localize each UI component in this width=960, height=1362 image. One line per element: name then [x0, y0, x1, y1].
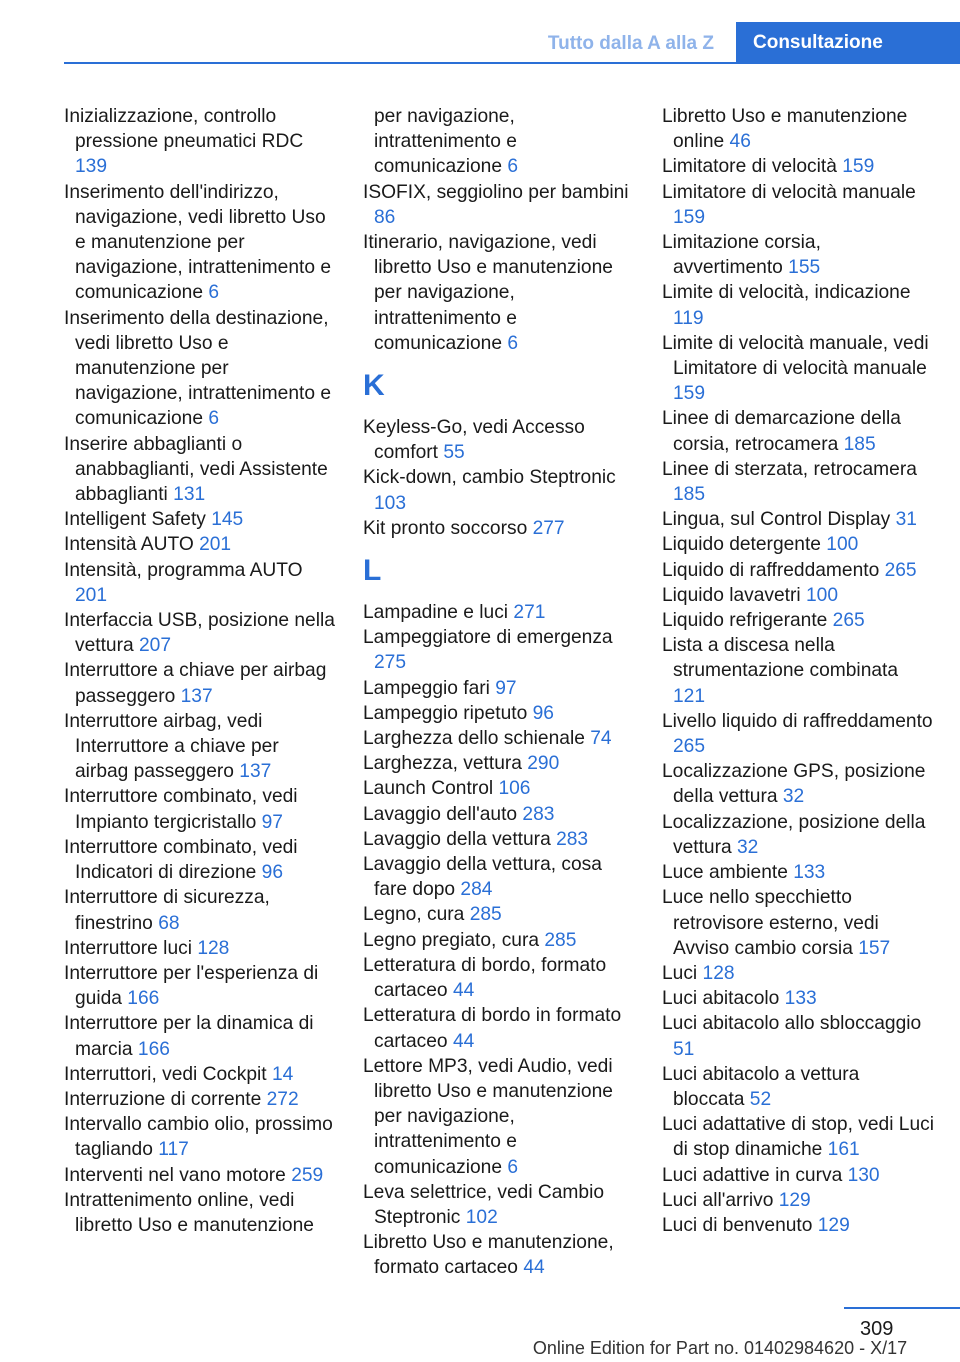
index-page-link[interactable]: 32 [782, 786, 805, 808]
index-page-link[interactable]: 100 [806, 584, 839, 606]
index-entry-text: Lampeggio fari [363, 677, 496, 699]
index-page-link[interactable]: 103 [374, 492, 407, 514]
index-page-link[interactable]: 51 [673, 1038, 695, 1060]
index-entry [363, 104, 635, 180]
index-page-link[interactable]: 6 [507, 1156, 518, 1178]
index-page-link[interactable]: 44 [523, 1257, 545, 1279]
index-page-link[interactable]: 157 [858, 937, 891, 959]
index-page-link[interactable]: 6 [208, 282, 219, 304]
index-entry-text: Luce ambiente [662, 862, 794, 884]
index-page-link[interactable]: 166 [127, 988, 160, 1010]
index-entry [662, 860, 934, 885]
page-number: 309 [860, 1318, 894, 1340]
index-entry-text: Lista a discesa nella strumentazione combinata [662, 635, 899, 682]
index-entry [363, 600, 635, 625]
index-page-link[interactable]: 145 [211, 509, 244, 531]
index-page-link[interactable]: 129 [778, 1189, 811, 1211]
index-entry-text: Interruttore per la dinamica di marcia [64, 1013, 314, 1060]
index-page-link[interactable]: 130 [847, 1164, 880, 1186]
index-entry [363, 230, 635, 356]
index-entry [662, 583, 934, 608]
index-entry [64, 180, 336, 306]
index-entry-text: Lavaggio della vettura [363, 828, 557, 850]
index-page-link[interactable]: 128 [702, 962, 735, 984]
index-entry-text: Intelligent Safety [64, 509, 212, 531]
index-entry [64, 1062, 336, 1087]
index-entry [64, 936, 336, 961]
index-entry-text: Larghezza dello schienale [363, 728, 591, 750]
index-entry [64, 1188, 336, 1238]
index-page-link[interactable]: 129 [817, 1214, 850, 1236]
index-entry [662, 1213, 934, 1238]
index-entry-text: Interruttore luci [64, 937, 198, 959]
index-entry [64, 104, 336, 180]
index-page-link[interactable]: 106 [498, 778, 531, 800]
index-entry-text: Interruttore airbag, vedi Interruttore a chiave per airbag passeggero [64, 710, 279, 783]
index-page-link[interactable]: 290 [527, 753, 560, 775]
index-entry-text: Legno pregiato, cura [363, 929, 545, 951]
index-entry [662, 1188, 934, 1213]
index-entry [363, 953, 635, 1003]
index-page-link[interactable]: 102 [465, 1206, 498, 1228]
index-entry-text: Interruttore a chiave per airbag passeggero [64, 660, 327, 707]
index-page-link[interactable]: 128 [197, 937, 230, 959]
index-entry [662, 406, 934, 456]
index-page-link[interactable]: 284 [460, 879, 493, 901]
index-entry [363, 928, 635, 953]
index-column-1 [64, 104, 336, 1238]
index-entry-text: Lettore MP3, vedi Audio, vedi libretto Uso e manutenzione per navigazione, intrattenimento e comunicazione [363, 1055, 613, 1178]
index-entry [662, 154, 934, 179]
index-entry-text: Lavaggio dell'auto [363, 803, 523, 825]
index-entry-text: Interruttore di sicurezza, finestrino [64, 887, 270, 934]
index-entry [662, 280, 934, 330]
index-page-link[interactable]: 133 [793, 862, 826, 884]
index-page-link[interactable]: 97 [495, 677, 517, 699]
index-page-link[interactable]: 159 [842, 156, 875, 178]
footer-edition-text: Online Edition for Part no. 01402984620 - X/17 [532, 1338, 908, 1358]
index-entry-text: Luci abitacolo [662, 988, 785, 1010]
index-entry-text: Luci all'arrivo [662, 1189, 779, 1211]
index-page-link[interactable]: 46 [729, 131, 751, 153]
index-page-link[interactable]: 139 [75, 156, 108, 178]
header-rule [64, 62, 960, 64]
index-page-link[interactable]: 6 [507, 332, 518, 354]
index-entry [64, 961, 336, 1011]
index-entry-text: Localizzazione, posizione della vettura [662, 811, 926, 858]
index-entry [363, 827, 635, 852]
index-entry-text: Linee di demarcazione della corsia, retrocamera [662, 408, 901, 455]
index-page-link[interactable]: 119 [673, 307, 704, 329]
index-entry-text: Interventi nel vano motore [64, 1164, 292, 1186]
index-entry-text: Interruzione di corrente [64, 1088, 267, 1110]
index-entry-text: Luci abitacolo a vettura bloccata [662, 1063, 860, 1110]
index-entry-text: Itinerario, navigazione, vedi libretto Uso e manutenzione per navigazione, intrattenimento e comunicazione [363, 232, 613, 354]
index-entry-text: Letteratura di bordo in formato cartaceo [363, 1005, 622, 1052]
index-entry [662, 1011, 934, 1061]
index-entry [363, 1054, 635, 1180]
index-entry-text: Interruttore per l'esperienza di guida [64, 962, 319, 1010]
index-page-link[interactable]: 155 [788, 257, 821, 279]
index-entry [363, 751, 635, 776]
index-entry [662, 532, 934, 557]
index-entry [64, 558, 336, 608]
index-entry [64, 835, 336, 885]
index-page-link[interactable]: 285 [544, 929, 577, 951]
index-entry-text: Legno, cura [363, 904, 470, 926]
index-page-link[interactable]: 277 [532, 517, 565, 539]
index-page-link[interactable]: 137 [180, 685, 213, 707]
index-entry-text: Limitazione corsia, avvertimento [662, 232, 821, 279]
index-page-link[interactable]: 201 [199, 534, 232, 556]
index-page-link[interactable]: 68 [158, 912, 180, 934]
index-entry-text: Luce nello specchietto retrovisore esterno, vedi Avviso cambio corsia [662, 887, 879, 959]
index-entry [363, 1003, 635, 1053]
index-entry [363, 676, 635, 701]
index-page-link[interactable]: 97 [261, 811, 283, 833]
index-entry [363, 415, 635, 465]
header-chapter-tab: Consultazione [736, 22, 960, 64]
index-page-link[interactable]: 272 [266, 1088, 299, 1110]
index-page-link[interactable]: 55 [443, 442, 465, 464]
index-page-link[interactable]: 32 [737, 836, 759, 858]
index-entry [363, 465, 635, 515]
index-page-link[interactable]: 265 [884, 559, 917, 581]
index-entry-text: Launch Control [363, 778, 499, 800]
index-entry [662, 457, 934, 507]
index-page-link[interactable]: 74 [590, 728, 612, 750]
index-page-link[interactable]: 285 [469, 904, 502, 926]
index-letter-heading: L [363, 554, 382, 588]
index-page-link[interactable]: 31 [895, 509, 917, 531]
index-entry [662, 709, 934, 759]
index-entry-text: Inserimento dell'indirizzo, navigazione, vedi libretto Uso e manutenzione per navigazione, intrattenimento e comunicazione [64, 181, 331, 304]
index-page-link[interactable]: 52 [749, 1088, 772, 1110]
index-entry-text: Liquido refrigerante [662, 610, 833, 632]
index-entry-text: per navigazione, intrattenimento e comunicazione [374, 106, 517, 178]
index-entry [662, 180, 934, 230]
index-page-link[interactable]: 207 [139, 635, 172, 657]
index-entry-text: Limite di velocità, indicazione [662, 282, 911, 304]
index-entry-text: Inserimento della destinazione, vedi libretto Uso e manutenzione per navigazione, intrattenimento e comunicazione [64, 307, 331, 430]
index-entry-text: Limitatore di velocità [662, 156, 843, 178]
index-entry-text: Libretto Uso e manutenzione, formato cartaceo [363, 1232, 614, 1279]
index-entry-text: Liquido di raffreddamento [662, 559, 885, 581]
index-entry-text: Lavaggio della vettura, cosa fare dopo [363, 854, 602, 901]
index-entry [64, 432, 336, 508]
index-entry [64, 306, 336, 432]
index-entry [363, 902, 635, 927]
index-page-link[interactable]: 201 [75, 584, 108, 606]
index-page-link[interactable]: 265 [673, 736, 706, 758]
index-entry [662, 986, 934, 1011]
index-entry-text: Letteratura di bordo, formato cartaceo [363, 954, 607, 1002]
index-entry [662, 885, 934, 961]
index-entry [662, 759, 934, 809]
index-entry [662, 558, 934, 583]
index-entry-text: Linee di sterzata, retrocamera [662, 458, 917, 480]
index-entry-text: Intrattenimento online, vedi libretto Uso e manutenzione [64, 1189, 314, 1236]
index-entry [64, 1163, 336, 1188]
index-page-link[interactable]: 131 [173, 484, 206, 506]
index-entry [64, 1087, 336, 1112]
index-entry [662, 1062, 934, 1112]
index-entry-text: Interruttore combinato, vedi Indicatori di direzione [64, 836, 298, 884]
index-entry [662, 633, 934, 709]
index-entry [363, 1230, 635, 1280]
index-entry-text: Kick-down, cambio Steptronic [363, 467, 616, 489]
index-entry-text: ISOFIX, seggiolino per bambini [363, 181, 629, 203]
index-page-link[interactable]: 137 [239, 761, 272, 783]
index-entry [363, 516, 635, 541]
index-column-2 [363, 104, 635, 1281]
index-page-link[interactable]: 275 [374, 652, 407, 674]
index-page-link[interactable]: 6 [507, 156, 518, 178]
index-page-link[interactable]: 121 [673, 685, 706, 707]
index-entry-text: Inserire abbaglianti o anabbaglianti, vedi Assistente abbaglianti [64, 433, 328, 506]
index-entry [363, 701, 635, 726]
index-letter-heading: K [363, 369, 385, 403]
index-entry-text: Interruttore combinato, vedi Impianto tergicristallo [64, 786, 298, 833]
index-entry [363, 802, 635, 827]
index-entry [64, 507, 336, 532]
index-page-link[interactable]: 259 [291, 1164, 324, 1186]
index-entry-text: Luci di benvenuto [662, 1214, 818, 1236]
index-entry-text: Libretto Uso e manutenzione online [662, 106, 908, 153]
index-entry [64, 1112, 336, 1162]
index-entry [64, 1011, 336, 1061]
index-entry [662, 507, 934, 532]
index-entry [64, 709, 336, 785]
index-page-link[interactable]: 6 [208, 408, 219, 430]
index-entry-text: Luci adattive in curva [662, 1164, 848, 1186]
index-entry-text: Leva selettrice, vedi Cambio Steptronic [363, 1181, 605, 1228]
index-entry [662, 608, 934, 633]
index-page-link[interactable]: 86 [374, 206, 396, 228]
index-entry-text: Lingua, sul Control Display [662, 509, 896, 531]
index-entry [64, 658, 336, 708]
index-page-link[interactable]: 117 [158, 1139, 189, 1161]
index-entry-text: Intensità AUTO [64, 534, 200, 556]
index-page-link[interactable]: 44 [452, 980, 475, 1002]
index-page-link[interactable]: 100 [826, 534, 859, 556]
index-entry [662, 331, 934, 407]
index-entry [662, 1112, 934, 1162]
index-entry-text: Liquido detergente [662, 534, 827, 556]
index-page-link[interactable]: 96 [261, 862, 283, 884]
index-entry-text: Kit pronto soccorso [363, 517, 533, 539]
index-entry [363, 776, 635, 801]
index-page-link[interactable]: 185 [673, 484, 706, 506]
index-entry-text: Intervallo cambio olio, prossimo tagliando [64, 1114, 333, 1161]
index-page-link[interactable]: 133 [784, 988, 817, 1010]
index-entry-text: Luci adattative di stop, vedi Luci di stop dinamiche [662, 1114, 934, 1161]
index-entry [64, 532, 336, 557]
header-section-label: Tutto dalla A alla Z [547, 33, 714, 54]
index-entry [363, 180, 635, 230]
index-page-link[interactable]: 14 [271, 1063, 294, 1085]
index-entry [662, 810, 934, 860]
index-entry-text: Larghezza, vettura [363, 753, 528, 775]
index-entry [662, 1163, 934, 1188]
index-entry-text: Limitatore di velocità manuale [662, 181, 916, 203]
index-page-link[interactable]: 283 [522, 803, 555, 825]
index-entry-text: Limite di velocità manuale, vedi Limitatore di velocità manuale [662, 332, 929, 380]
index-page-link[interactable]: 159 [673, 383, 706, 405]
index-entry [363, 726, 635, 751]
index-entry-text: Lampadine e luci [363, 602, 514, 624]
index-entry [662, 961, 934, 986]
index-page-link[interactable]: 161 [827, 1139, 860, 1161]
index-page-link[interactable]: 271 [513, 602, 546, 624]
index-page-link[interactable]: 159 [673, 206, 706, 228]
index-entry [363, 625, 635, 675]
index-entry [662, 104, 934, 154]
index-entry-text: Inizializzazione, controllo pressione pneumatici RDC [64, 106, 304, 153]
index-page-link[interactable]: 283 [556, 828, 589, 850]
index-page-link[interactable]: 265 [832, 610, 865, 632]
page-number-rule [844, 1307, 960, 1309]
index-entry-text: Liquido lavavetri [662, 584, 806, 606]
index-entry-text: Lampeggio ripetuto [363, 702, 533, 724]
index-entry-text: Interfaccia USB, posizione nella vettura [64, 610, 335, 657]
index-entry-text: Intensità, programma AUTO [64, 559, 303, 581]
index-entry-text: Luci abitacolo allo sbloccaggio [662, 1013, 922, 1035]
index-entry [363, 852, 635, 902]
index-entry [64, 608, 336, 658]
index-entry-text: Keyless-Go, vedi Accesso comfort [363, 417, 585, 464]
index-entry-text: Interruttori, vedi Cockpit [64, 1063, 272, 1085]
index-entry-text: Localizzazione GPS, posizione della vettura [662, 761, 926, 808]
index-page-link[interactable]: 44 [452, 1030, 475, 1052]
index-page-link[interactable]: 185 [843, 433, 876, 455]
index-entry [363, 1180, 635, 1230]
index-page-link[interactable]: 96 [532, 702, 554, 724]
index-entry [64, 784, 336, 834]
index-entry-text: Luci [662, 962, 703, 984]
index-entry [64, 885, 336, 935]
index-page-link[interactable]: 166 [137, 1038, 170, 1060]
index-entry-text: Lampeggiatore di emergenza [363, 627, 613, 649]
index-entry [662, 230, 934, 280]
index-column-3 [662, 104, 934, 1238]
index-entry-text: Livello liquido di raffreddamento [662, 710, 933, 732]
